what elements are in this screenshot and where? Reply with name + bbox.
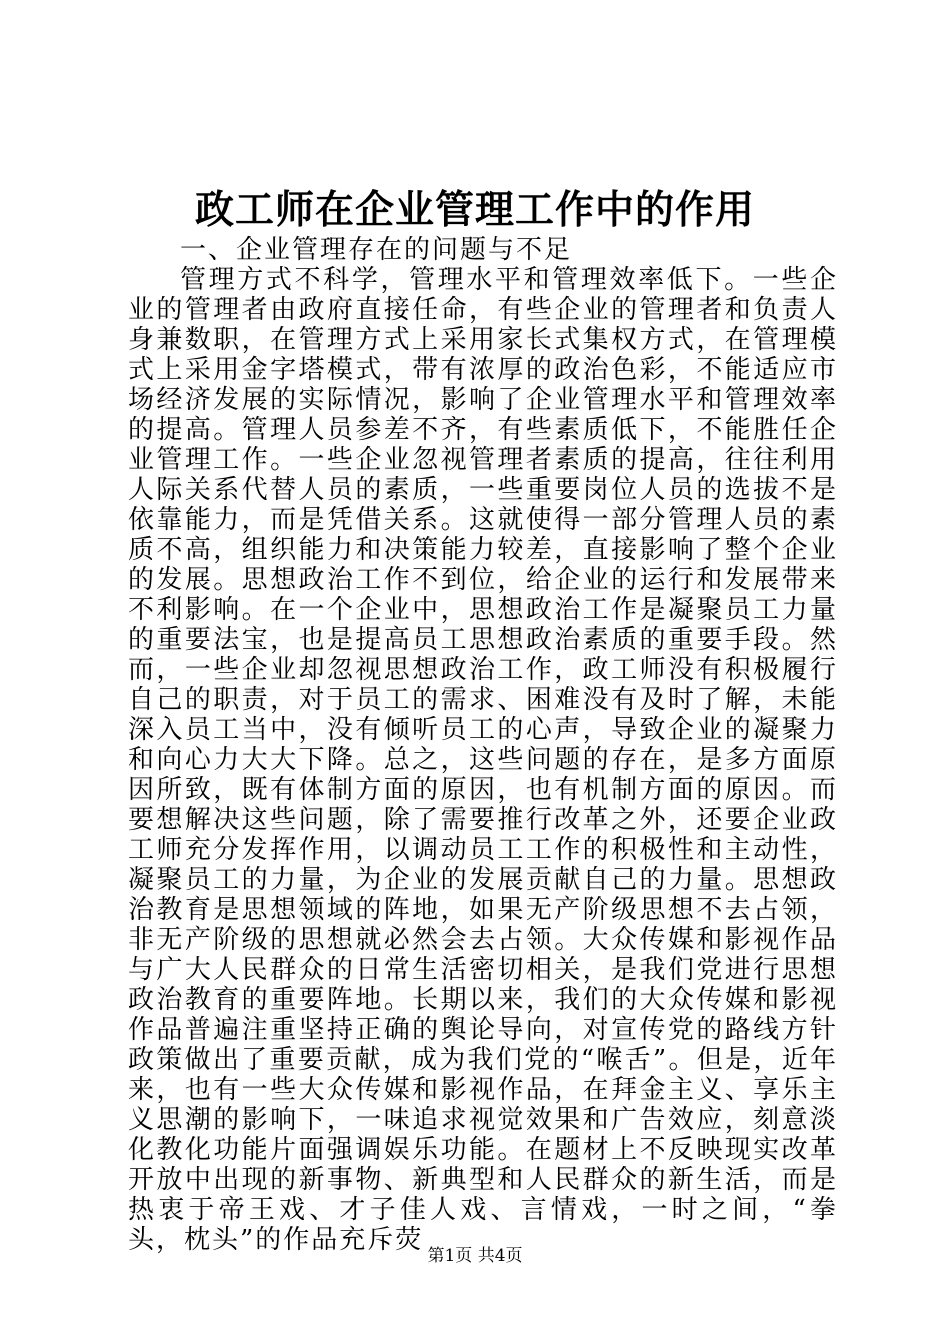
document-body — [128, 235, 838, 1255]
page-indicator: 第1页 共4页 — [427, 1246, 523, 1266]
page-footer — [0, 1245, 950, 1267]
body-paragraph: 管理方式不科学，管理水平和管理效率低下。一些企业的管理者由政府直接任命，有些企业的管理者和负责人身兼数职，在管理方式上采用家长式集权方式，在管理模式上采用金字塔模式，带有浓厚的政治色彩，不能适应市场经济发展的实际情况，影响了企业管理水平和管理效率的提高。管理人员参差不齐，有些素质低下，不能胜任企业管理工作。一些企业忽视管理者素质的提高，往往利用人际关系代替人员的素质，一些重要岗位人员的选拔不是依靠能力，而是凭借关系。这就使得一部分管理人员的素质不高，组织能力和决策能力较差，直接影响了整个企业的发展。思想政治工作不到位，给企业的运行和发展带来不利影响。在一个企业中，思想政治工作是凝聚员工力量的重要法宝，也是提高员工思想政治素质的重要手段。然而，一些企业却忽视思想政治工作，政工师没有积极履行自己的职责，对于员工的需求、困难没有及时了解，未能深入员工当中，没有倾听员工的心声，导致企业的凝聚力和向心力大大下降。总之，这些问题的存在，是多方面原因所致，既有体制方面的原因，也有机制方面的原因。而要想解决这些问题，除了需要推行改革之外，还要企业政工师充分发挥作用，以调动员工工作的积极性和主动性，凝聚员工的力量，为企业的发展贡献自己的力量。思想政治教育是思想领域的阵地，如果无产阶级思想不去占领，非无产阶级的思想就必然会去占领。大众传媒和影视作品与广大人民群众的日常生活密切相关，是我们党进行思想政治教育的重要阵地。长期以来，我们的大众传媒和影视作品普遍注重坚持正确的舆论导向，对宣传党的路线方针政策做出了重要贡献，成为我们党的“喉舌”。但是，近年来，也有一些大众传媒和影视作品，在拜金主义、享乐主义思潮的影响下，一味追求视觉效果和广告效应，刻意淡化教化功能片面强调娱乐功能。在题材上不反映现实改革开放中出现的新事物、新典型和人民群众的新生活，而是热衷于帝王戏、才子佳人戏、言情戏，一时之间，“拳头，枕头”的作品充斥荧 — [128, 265, 838, 1255]
document-title: 政工师在企业管理工作中的作用 — [194, 187, 755, 233]
section-heading: 一、企业管理存在的问题与不足 — [180, 235, 573, 265]
